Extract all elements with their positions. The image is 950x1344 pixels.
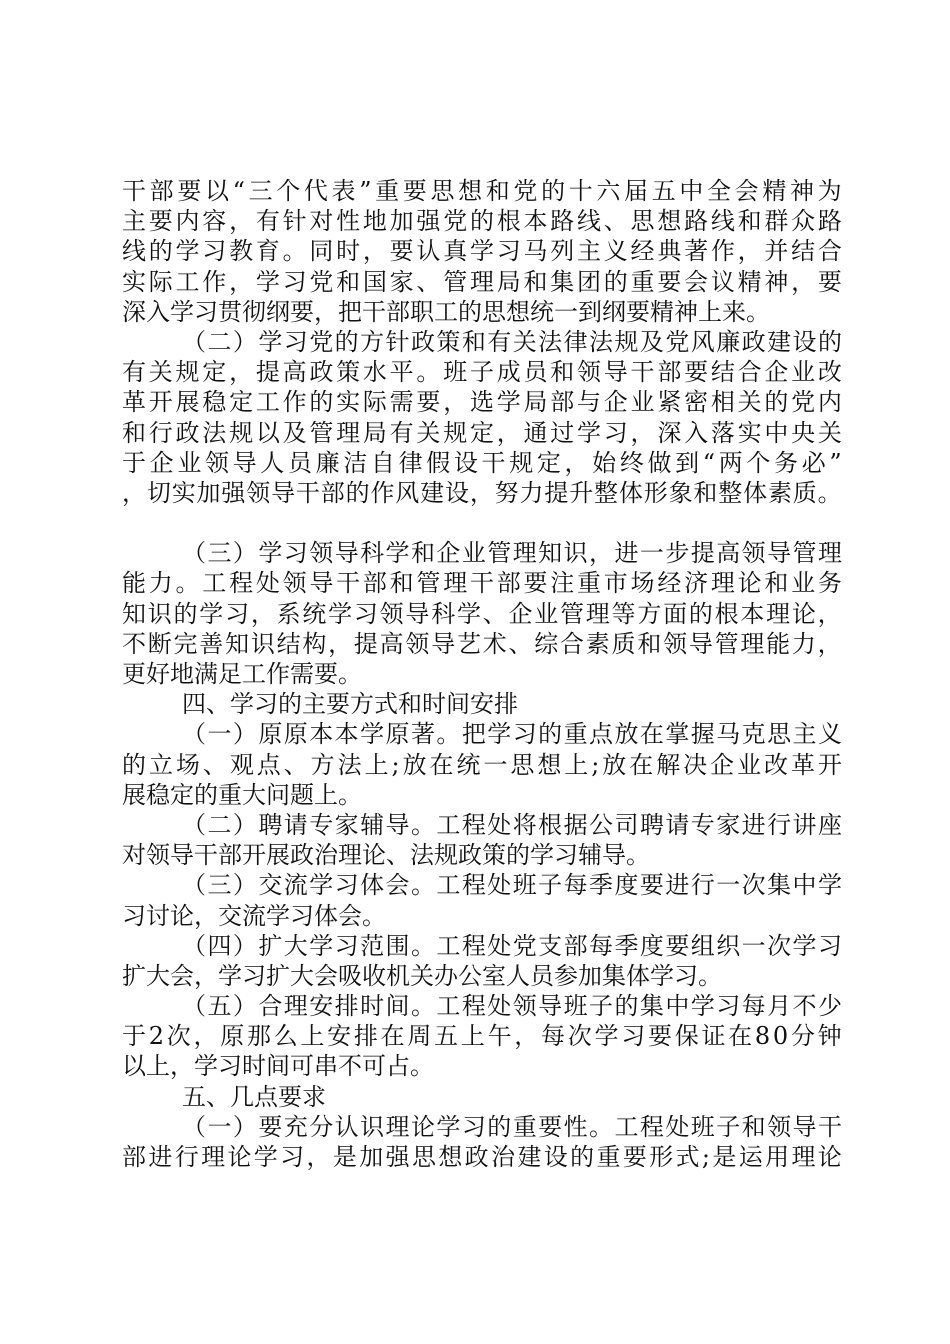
text-line: 于 2 次 ， 原 那 么 上 安 排 在 周 五 上 午 ， 每 次 学 习 要 保 证 在 8 0 分 钟 [122,1022,842,1051]
text-line: （ 四 ） 扩 大 学 习 范 围 。 工 程 处 党 支 部 每 季 度 要 组 织 一 次 学 习 [182,931,842,960]
text-line: 不 断 完 善 知 识 结 构 ， 提 高 领 导 艺 术 、 综 合 素 质 和 领 导 管 理 能 力 ， [122,629,842,658]
text-line: 以上，学习时间可串不可占。 [122,1052,434,1081]
text-line: 深入学习贯彻纲要，把干部职工的思想统一到纲要精神上来。 [122,297,770,326]
text-line: 更好地满足工作需要。 [122,660,362,688]
text-line: 和 行 政 法 规 以 及 管 理 局 有 关 规 定 ， 通 过 学 习 ， 深 入 落 实 中 央 关 [122,418,842,447]
text-line: （ 五 ） 合 理 安 排 时 间 。 工 程 处 领 导 班 子 的 集 中 学 习 每 月 不 少 [182,992,842,1021]
text-line: ， 切 实 加 强 领 导 干 部 的 作 风 建 设 ， 努 力 提 升 整 体 形 象 和 整 体 素 质 。 [122,478,842,507]
text-line: 部 进 行 理 论 学 习 ， 是 加 强 思 想 政 治 建 设 的 重 要 形 式 ; 是 运 用 理 论 [122,1143,842,1171]
text-line: 的 立 场 、 观 点 、 方 法 上 ; 放 在 统 一 思 想 上 ; 放 在 解 决 企 业 改 革 开 [122,750,842,779]
text-line: （ 三 ） 学 习 领 导 科 学 和 企 业 管 理 知 识 ， 进 一 步 提 高 领 导 管 理 [182,539,842,568]
text-line: 主 要 内 容 ， 有 针 对 性 地 加 强 党 的 根 本 路 线 、 思 想 路 线 和 群 众 路 [122,207,842,236]
text-line: （ 二 ） 学 习 党 的 方 针 政 策 和 有 关 法 律 法 规 及 党 风 廉 政 建 设 的 [182,327,842,356]
text-line: 线 的 学 习 教 育 。 同 时 ， 要 认 真 学 习 马 列 主 义 经 典 著 作 ， 并 结 合 [122,237,842,266]
text-line: 对领导干部开展政治理论、法规政策的学习辅导。 [122,841,650,870]
text-line: 能 力 。 工 程 处 领 导 干 部 和 管 理 干 部 要 注 重 市 场 经 济 理 论 和 业 务 [122,569,842,598]
text-line: 知 识 的 学 习 ， 系 统 学 习 领 导 科 学 、 企 业 管 理 等 方 面 的 根 本 理 论 ， [122,599,842,628]
text-line: （ 三 ） 交 流 学 习 体 会 。 工 程 处 班 子 每 季 度 要 进 行 一 次 集 中 学 [182,871,842,900]
text-line: 干 部 要 以 “ 三 个 代 表 ” 重 要 思 想 和 党 的 十 六 届 五 中 全 会 精 神 为 [122,177,842,205]
text-line: （ 一 ） 原 原 本 本 学 原 著 。 把 学 习 的 重 点 放 在 掌 握 马 克 思 主 义 [182,720,842,749]
text-line: 革 开 展 稳 定 工 作 的 实 际 需 要 ， 选 学 局 部 与 企 业 紧 密 相 关 的 党 内 [122,388,842,417]
blank-line [122,508,842,538]
text-line: 实 际 工 作 ， 学 习 党 和 国 家 、 管 理 局 和 集 团 的 重 要 会 议 精 神 ， 要 [122,267,842,296]
text-line: 习讨论，交流学习体会。 [122,901,386,930]
text-line: （ 一 ） 要 充 分 认 识 理 论 学 习 的 重 要 性 。 工 程 处 班 子 和 领 导 干 [182,1112,842,1141]
text-line: 有 关 规 定 ， 提 高 政 策 水 平 。 班 子 成 员 和 领 导 干 部 要 结 合 企 业 改 [122,358,842,387]
text-line: 扩大会，学习扩大会吸收机关办公室人员参加集体学习。 [122,961,722,990]
text-line: 五、几点要求 [182,1082,326,1111]
text-line: 四、学习的主要方式和时间安排 [182,690,518,719]
document-body [122,176,842,1172]
text-line: 展稳定的重大问题上。 [122,780,362,809]
text-line: （ 二 ） 聘 请 专 家 辅 导 。 工 程 处 将 根 据 公 司 聘 请 专 家 进 行 讲 座 [182,810,842,839]
text-line: 于 企 业 领 导 人 员 廉 洁 自 律 假 设 干 规 定 ， 始 终 做 到 “ 两 个 务 必 ” [122,448,842,477]
